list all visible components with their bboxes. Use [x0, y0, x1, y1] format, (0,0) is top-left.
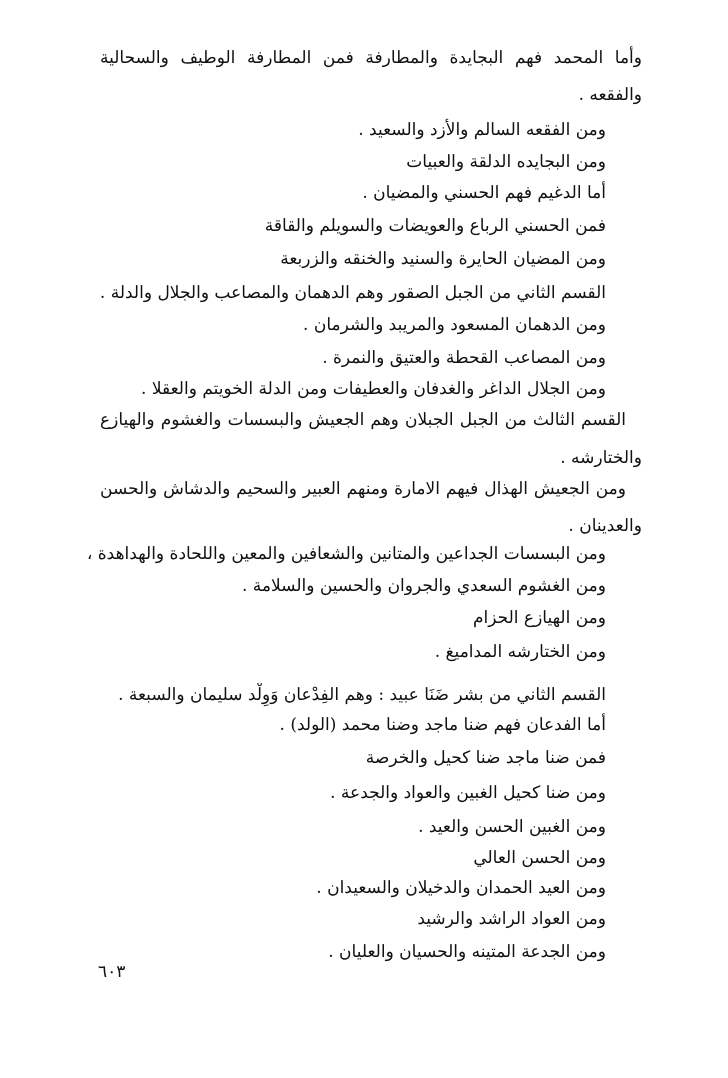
text-line-21: أما الفدعان فهم ضنا ماجد وضنا محمد (الولد) .: [279, 715, 606, 735]
text-line-24: ومن الغبين الحسن والعيد .: [418, 817, 606, 837]
text-line-12: القسم الثالث من الجبل الجبلان وهم الجعيش والبسسات والغشوم والهيازع: [100, 410, 626, 430]
text-line-20: القسم الثاني من بشر ضَنَا عبيد : وهم الفِدْعان وَوِلْد سليمان والسبعة .: [118, 685, 606, 705]
text-line-14: ومن الجعيش الهذال فيهم الامارة ومنهم العبير والسحيم والدشاش والحسن: [100, 479, 626, 499]
text-line-5: أما الدغيم فهم الحسني والمضيان .: [362, 183, 606, 203]
text-line-7: ومن المضيان الحايرة والسنيد والخنقه والزربعة: [280, 249, 606, 269]
text-line-13: والختارشه .: [560, 448, 642, 468]
text-line-28: ومن الجدعة المتينه والحسيان والعليان .: [328, 942, 606, 962]
text-line-8: القسم الثاني من الجبل الصقور وهم الدهمان والمصاعب والجلال والدلة .: [99, 283, 606, 303]
text-line-27: ومن العواد الراشد والرشيد: [417, 909, 606, 929]
page-number: ٦٠٣: [98, 962, 126, 982]
text-line-16: ومن البسسات الجداعين والمتانين والشعافين والمعين واللحادة والهداهدة ،: [86, 544, 606, 564]
text-line-1: وأما المحمد فهم البجايدة والمطارفة فمن المطارفة الوطيف والسحالية: [100, 48, 642, 68]
text-line-26: ومن العيد الحمدان والدخيلان والسعيدان .: [316, 878, 606, 898]
text-line-22: فمن ضنا ماجد ضنا كحيل والخرصة: [365, 748, 606, 768]
text-line-15: والعدينان .: [568, 516, 642, 536]
text-line-11: ومن الجلال الداغر والغدفان والعطيفات ومن الدلة الخويتم والعقلا .: [141, 379, 606, 399]
text-line-23: ومن ضنا كحيل الغبين والعواد والجدعة .: [330, 783, 606, 803]
text-line-17: ومن الغشوم السعدي والجروان والحسين والسلامة .: [241, 576, 606, 596]
text-line-4: ومن البجايده الدلقة والعبيات: [406, 152, 606, 172]
text-line-18: ومن الهيازع الحزام: [473, 608, 606, 628]
text-line-6: فمن الحسني الرباع والعويضات والسويلم والقاقة: [264, 216, 606, 236]
text-line-19: ومن الختارشه المداميغ .: [434, 642, 606, 662]
text-line-3: ومن الفقعه السالم والأزد والسعيد .: [358, 120, 606, 140]
text-line-9: ومن الدهمان المسعود والمريبد والشرمان .: [303, 315, 606, 335]
text-line-25: ومن الحسن العالي: [473, 848, 606, 868]
text-line-10: ومن المصاعب القحطة والعتيق والنمرة .: [322, 348, 606, 368]
text-line-2: والفقعه .: [578, 85, 642, 105]
